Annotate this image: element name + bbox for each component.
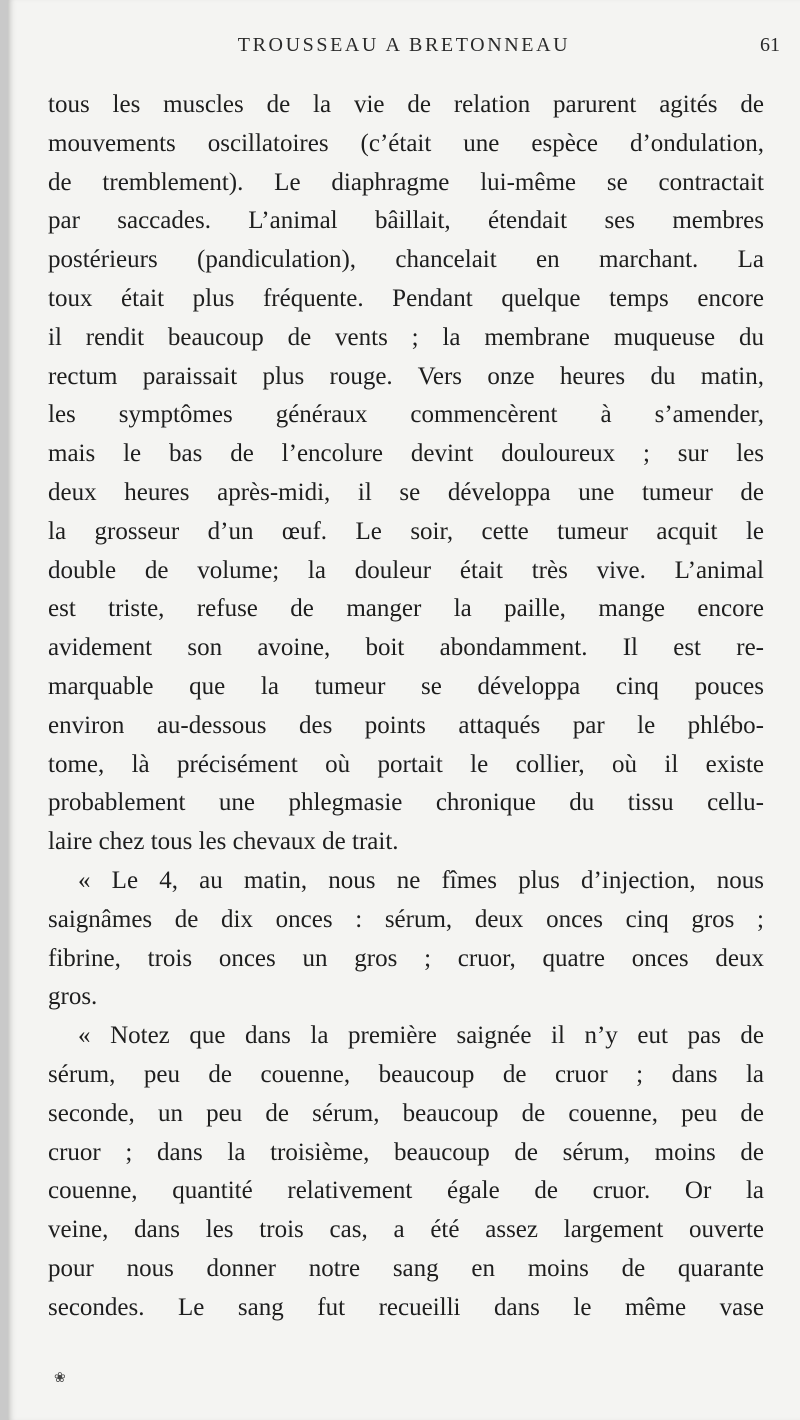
- text-line: marquable que la tumeur se développa cinq pouces: [48, 672, 764, 700]
- text-line: laire chez tous les chevaux de trait.: [48, 828, 399, 856]
- text-line: sérum, peu de couenne, beaucoup de cruor ; dans la: [48, 1060, 764, 1088]
- text-line: couenne, quantité relativement égale de cruor. Or la: [48, 1177, 764, 1205]
- text-line: la grosseur d’un œuf. Le soir, cette tumeur acquit le: [48, 517, 764, 545]
- text-line: secondes. Le sang fut recueilli dans le même vase: [48, 1293, 764, 1321]
- text-line: mouvements oscillatoires (c’était une espèce d’ondulation,: [48, 129, 764, 157]
- running-title: TROUSSEAU A BRETONNEAU: [237, 34, 571, 56]
- text-line: cruor ; dans la troisième, beaucoup de sérum, moins de: [48, 1138, 764, 1166]
- text-line: fibrine, trois onces un gros ; cruor, quatre onces deux: [48, 944, 764, 972]
- text-line: probablement une phlegmasie chronique du tissu cellu-: [48, 789, 764, 817]
- text-line: tome, là précisément où portait le collier, où il existe: [48, 750, 764, 778]
- text-line: les symptômes généraux commencèrent à s’amender,: [48, 401, 764, 429]
- text-line: double de volume; la douleur était très vive. L’animal: [48, 556, 764, 584]
- text-line: « Le 4, au matin, nous ne fîmes plus d’injection, nous: [78, 866, 764, 894]
- text-line: veine, dans les trois cas, a été assez largement ouverte: [48, 1216, 764, 1244]
- ink-mark-icon: ❀: [54, 1370, 66, 1386]
- text-line: postérieurs (pandiculation), chancelait en marchant. La: [48, 246, 764, 274]
- text-line: seconde, un peu de sérum, beaucoup de couenne, peu de: [48, 1099, 764, 1127]
- text-line: il rendit beaucoup de vents ; la membrane muqueuse du: [48, 323, 764, 351]
- page-number: 61: [760, 34, 780, 56]
- text-line: de tremblement). Le diaphragme lui-même se contractait: [48, 168, 764, 196]
- text-line: par saccades. L’animal bâillait, étendait ses membres: [48, 207, 764, 235]
- text-line: pour nous donner notre sang en moins de quarante: [48, 1254, 764, 1282]
- running-head: [8, 34, 800, 64]
- text-line: toux était plus fréquente. Pendant quelque temps encore: [48, 284, 764, 312]
- text-line: deux heures après-midi, il se développa une tumeur de: [48, 478, 764, 506]
- text-line: rectum paraissait plus rouge. Vers onze heures du matin,: [48, 362, 764, 390]
- text-line: « Notez que dans la première saignée il n’y eut pas de: [78, 1022, 764, 1050]
- text-line: environ au-dessous des points attaqués par le phlébo-: [48, 711, 764, 739]
- text-line: tous les muscles de la vie de relation parurent agités de: [48, 91, 764, 118]
- text-line: avidement son avoine, boit abondamment. Il est re-: [48, 634, 764, 662]
- body-text: [48, 86, 764, 1328]
- text-line: mais le bas de l’encolure devint douloureux ; sur les: [48, 440, 764, 468]
- book-page: [8, 0, 800, 1420]
- text-line: est triste, refuse de manger la paille, mange encore: [48, 595, 764, 623]
- text-line: gros.: [48, 983, 98, 1011]
- text-line: saignâmes de dix onces : sérum, deux onces cinq gros ;: [48, 905, 764, 933]
